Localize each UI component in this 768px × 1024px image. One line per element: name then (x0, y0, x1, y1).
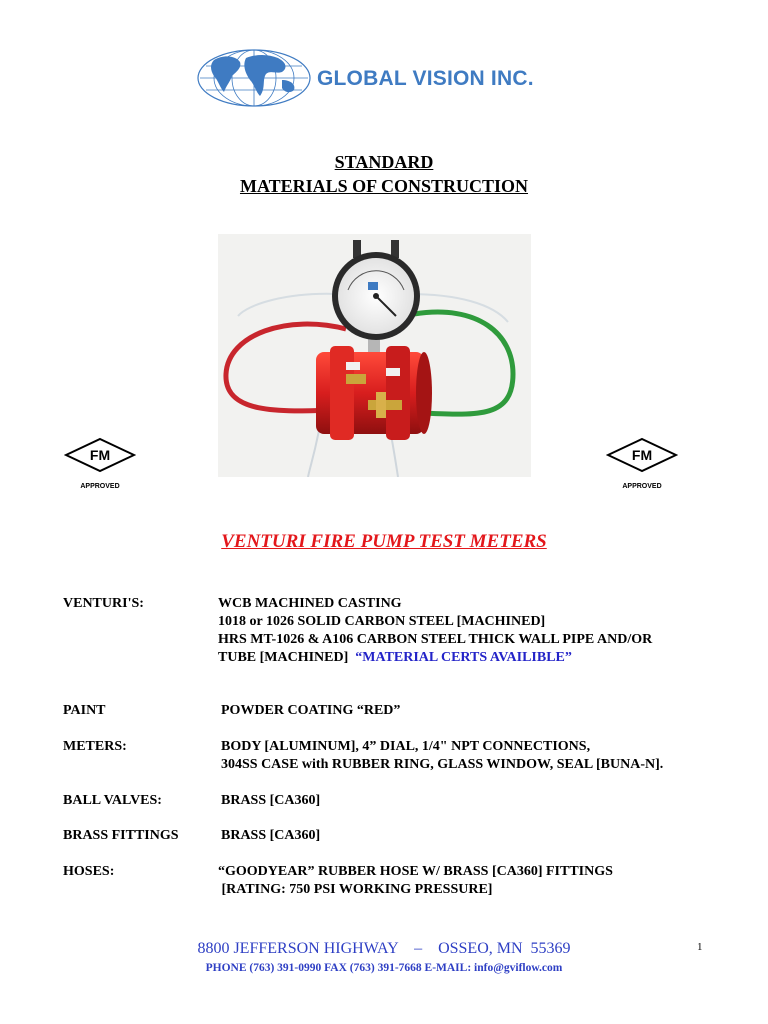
footer-contact: PHONE (763) 391-0990 FAX (763) 391-7668 E-MAIL: info@gviflow.com (205, 962, 563, 974)
company-logo (196, 46, 316, 110)
spec-value-line: “GOODYEAR” RUBBER HOSE W/ BRASS [CA360] FITTINGS (218, 864, 613, 879)
approved-label: APPROVED (622, 483, 662, 490)
spec-label: VENTURI'S: (63, 596, 144, 611)
spec-value-line: BRASS [CA360] (221, 828, 321, 843)
fm-badge-text: FM (89, 447, 111, 463)
footer-address: 8800 JEFFERSON HIGHWAY – OSSEO, MN 55369 (197, 940, 571, 957)
spec-value-text: TUBE [MACHINED] (218, 650, 349, 665)
spec-label: BRASS FITTINGS (63, 828, 179, 843)
spec-value-line: POWDER COATING “RED” (221, 703, 401, 718)
spec-value-line: WCB MACHINED CASTING (218, 596, 402, 611)
spec-value-line: 1018 or 1026 SOLID CARBON STEEL [MACHINED] (218, 614, 546, 629)
spec-value-line: 304SS CASE with RUBBER RING, GLASS WINDOW, SEAL [BUNA-N]. (221, 757, 664, 772)
material-certs-note: “MATERIAL CERTS AVAILIBLE” (355, 650, 572, 665)
page-title-line2: MATERIALS OF CONSTRUCTION (239, 176, 529, 196)
spec-label: HOSES: (63, 864, 115, 879)
spec-label: BALL VALVES: (63, 793, 162, 808)
fm-diamond-icon (64, 432, 136, 478)
fm-diamond-icon (606, 432, 678, 478)
spec-label: PAINT (63, 703, 106, 718)
globe-logo-icon (196, 46, 316, 110)
page-number: 1 (697, 941, 703, 953)
fm-approved-badge-left (64, 432, 136, 490)
venturi-meter-photo (218, 234, 531, 477)
spec-value-line: BRASS [CA360] (221, 793, 321, 808)
company-name: GLOBAL VISION INC. (317, 67, 534, 90)
section-subtitle: VENTURI FIRE PUMP TEST METERS (221, 531, 547, 552)
spec-value-line (218, 649, 572, 667)
page-title-line1: STANDARD (334, 152, 434, 172)
fm-badge-text: FM (631, 447, 653, 463)
fm-approved-badge-right (606, 432, 678, 490)
spec-value-line: [RATING: 750 PSI WORKING PRESSURE] (218, 882, 493, 897)
spec-value-line: HRS MT-1026 & A106 CARBON STEEL THICK WALL PIPE AND/OR (218, 632, 653, 647)
approved-label: APPROVED (80, 483, 120, 490)
spec-value-line: BODY [ALUMINUM], 4” DIAL, 1/4" NPT CONNECTIONS, (221, 739, 591, 754)
spec-label: METERS: (63, 739, 127, 754)
